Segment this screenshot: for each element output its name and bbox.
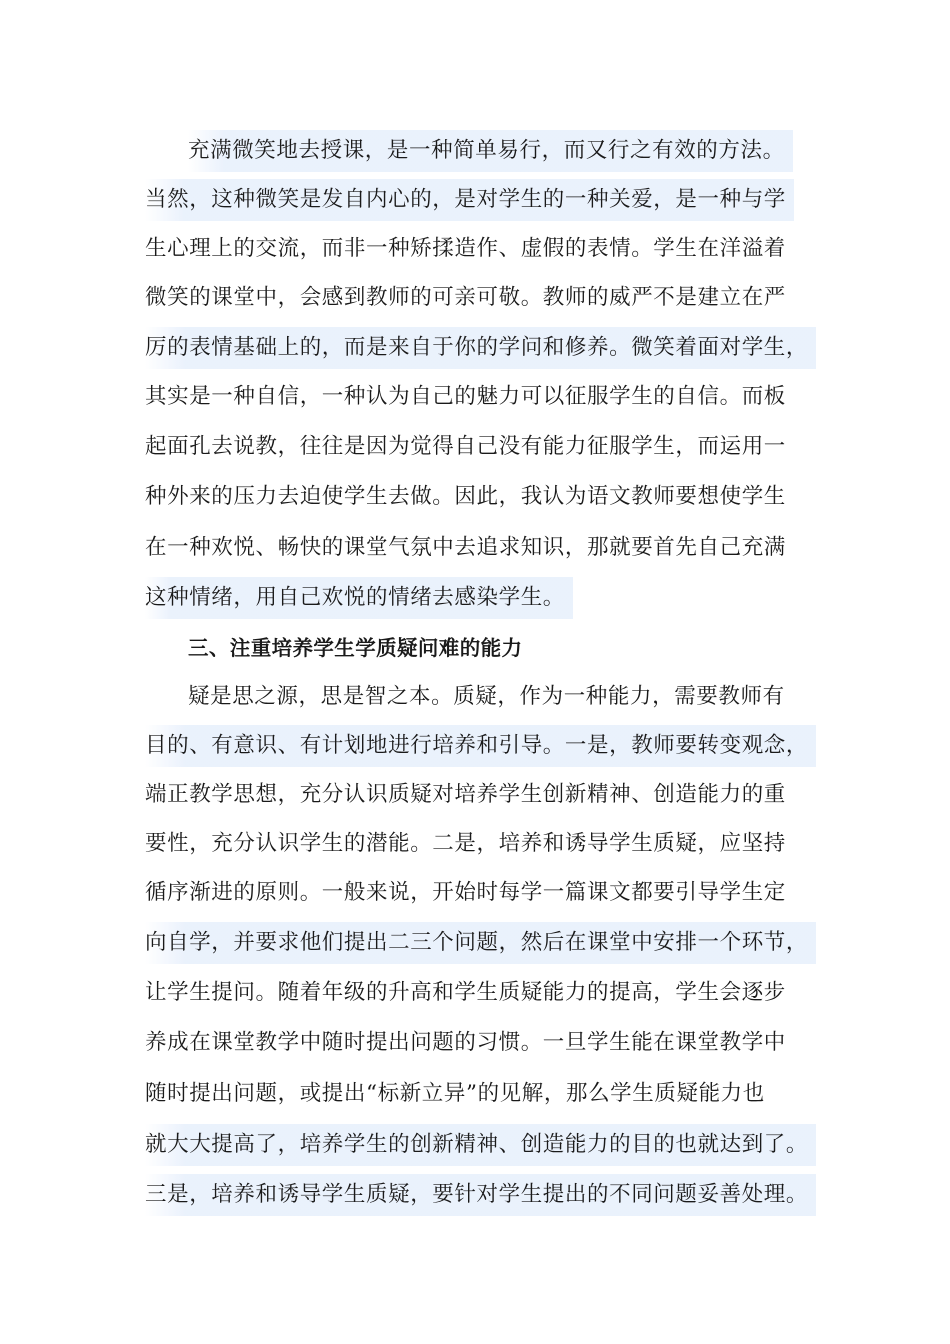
paragraph-line: 在一种欢悦、畅快的课堂气氛中去追求知识，那就要首先自己充满	[145, 535, 786, 560]
paragraph-line: 种外来的压力去迫使学生去做。因此，我认为语文教师要想使学生	[145, 484, 786, 509]
paragraph-line: 三是，培养和诱导学生质疑，要针对学生提出的不同问题妥善处理。	[145, 1174, 816, 1216]
paragraph-line: 充满微笑地去授课，是一种简单易行，而又行之有效的方法。	[188, 130, 793, 172]
paragraph-line: 要性，充分认识学生的潜能。二是，培养和诱导学生质疑，应坚持	[145, 831, 786, 856]
paragraph-line: 当然，这种微笑是发自内心的，是对学生的一种关爱，是一种与学	[145, 179, 794, 221]
paragraph-line: 端正教学思想，充分认识质疑对培养学生创新精神、创造能力的重	[145, 782, 786, 807]
paragraph-line: 随时提出问题，或提出“标新立异”的见解，那么学生质疑能力也	[145, 1081, 765, 1106]
paragraph-line: 这种情绪，用自己欢悦的情绪去感染学生。	[145, 577, 573, 619]
paragraph-line: 就大大提高了，培养学生的创新精神、创造能力的目的也就达到了。	[145, 1124, 816, 1166]
paragraph-line: 其实是一种自信，一种认为自己的魅力可以征服学生的自信。而板	[145, 384, 786, 409]
paragraph-line: 微笑的课堂中，会感到教师的可亲可敬。教师的威严不是建立在严	[145, 285, 786, 310]
paragraph-line: 生心理上的交流，而非一种矫揉造作、虚假的表情。学生在洋溢着	[145, 236, 786, 261]
paragraph-line: 让学生提问。随着年级的升高和学生质疑能力的提高，学生会逐步	[145, 980, 786, 1005]
paragraph-line: 循序渐进的原则。一般来说，开始时每学一篇课文都要引导学生定	[145, 880, 786, 905]
paragraph-line: 厉的表情基础上的，而是来自于你的学问和修养。微笑着面对学生，	[145, 327, 816, 369]
paragraph-line: 养成在课堂教学中随时提出问题的习惯。一旦学生能在课堂教学中	[145, 1030, 786, 1055]
paragraph-line: 向自学，并要求他们提出二三个问题，然后在课堂中安排一个环节，	[145, 922, 816, 964]
section-heading: 三、注重培养学生学质疑问难的能力	[188, 636, 523, 660]
paragraph-line: 疑是思之源，思是智之本。质疑，作为一种能力，需要教师有	[188, 684, 785, 709]
paragraph-line: 目的、有意识、有计划地进行培养和引导。一是，教师要转变观念，	[145, 725, 816, 767]
paragraph-line: 起面孔去说教，往往是因为觉得自己没有能力征服学生，而运用一	[145, 434, 786, 459]
